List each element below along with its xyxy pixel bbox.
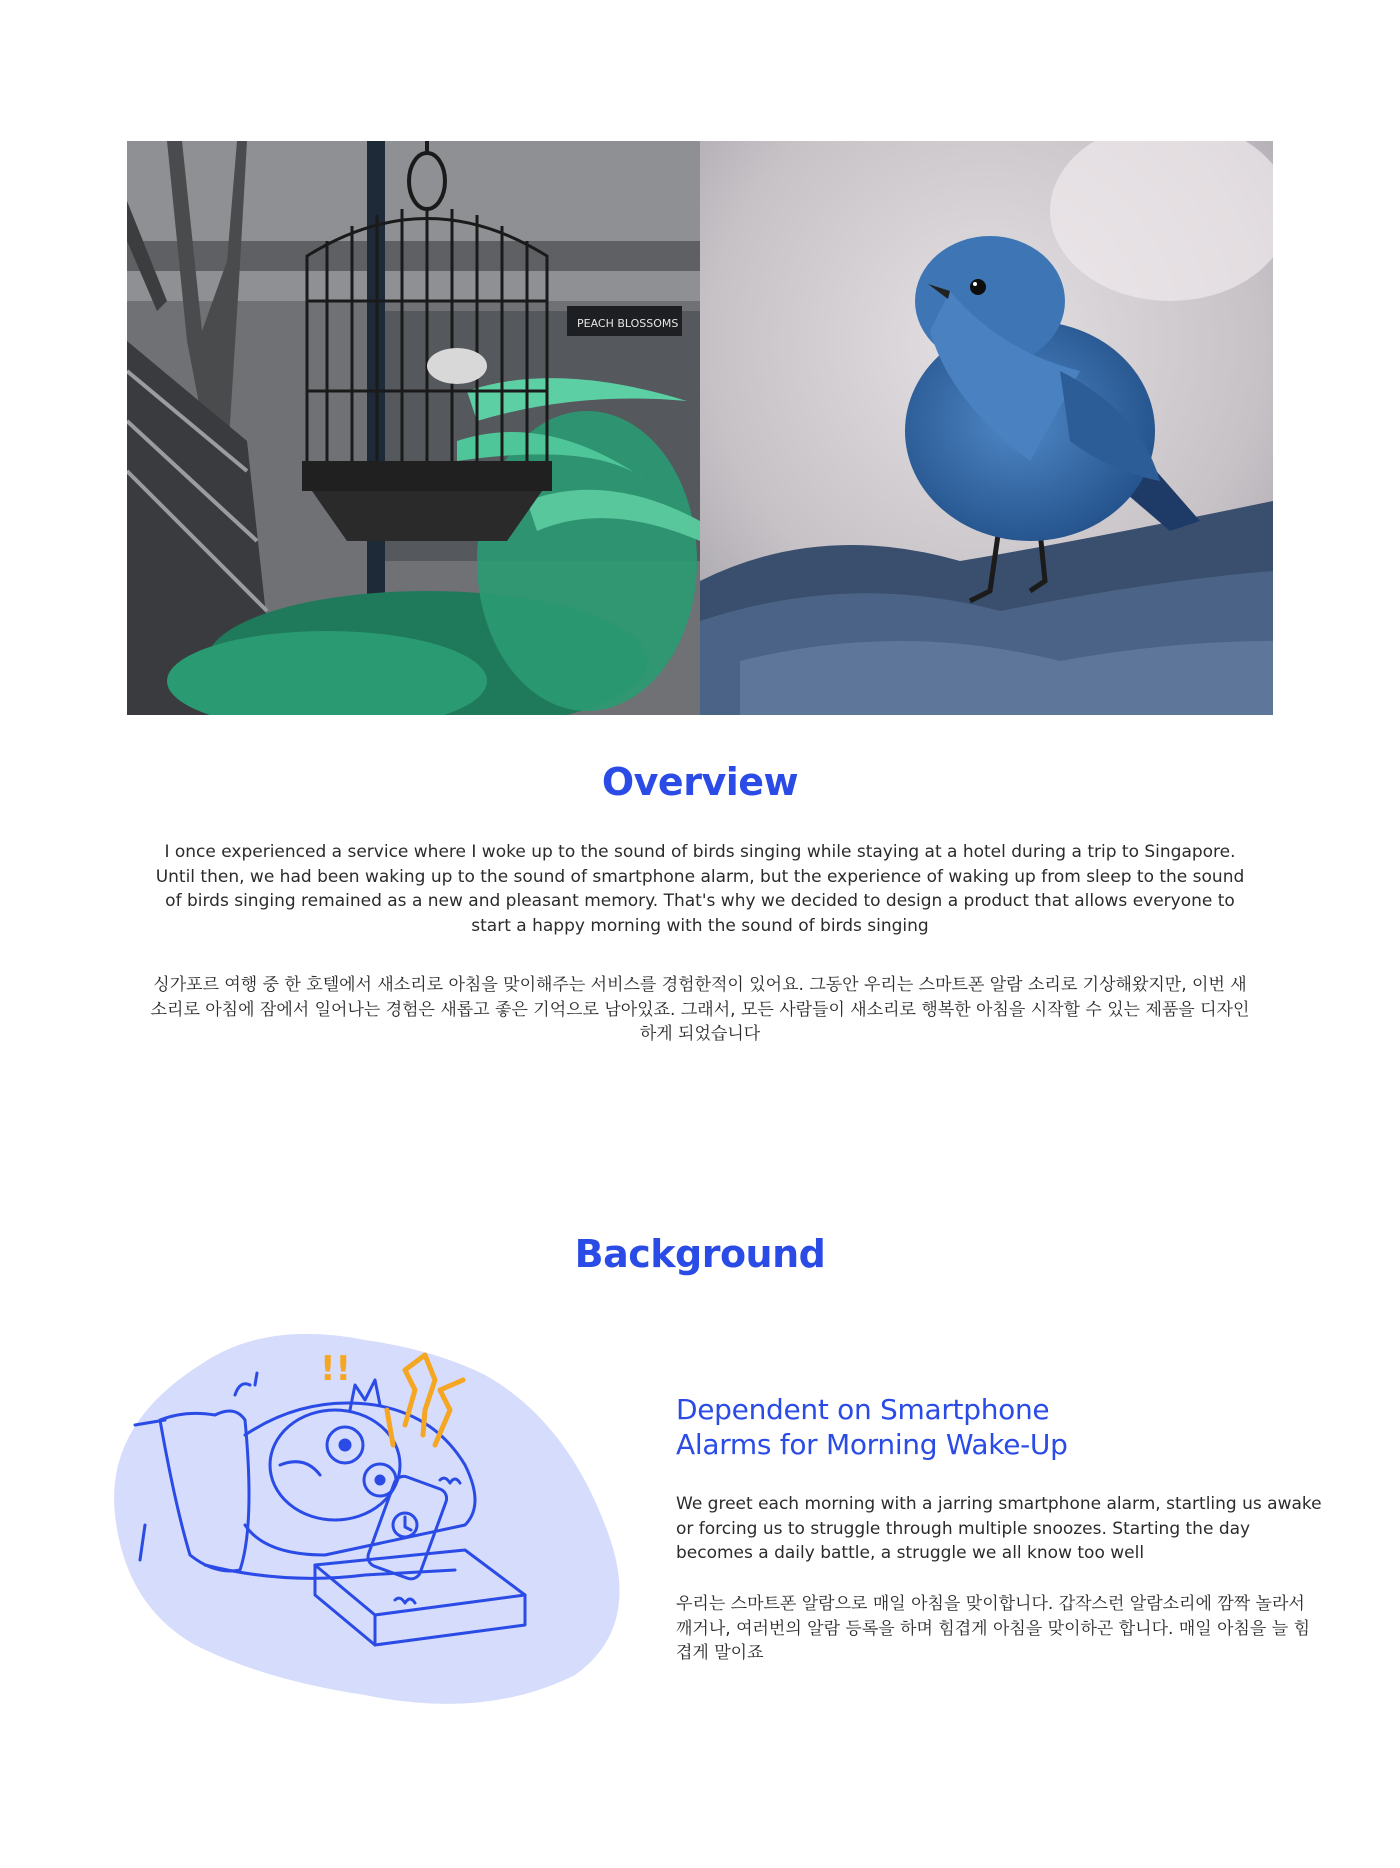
blue-bird-photo: [700, 141, 1273, 715]
overview-heading: Overview: [601, 760, 799, 804]
background-subtitle-line1: Dependent on Smartphone: [676, 1393, 1050, 1426]
background-subtitle: [676, 1392, 1216, 1462]
background-heading: Background: [574, 1232, 826, 1276]
sleeping-person-alarm-illustration: [105, 1325, 645, 1705]
overview-paragraph-ko: 싱가포르 여행 중 한 호텔에서 새소리로 아침을 맞이해주는 서비스를 경험한적이 있어요. 그동안 우리는 스마트폰 알람 소리로 기상해왔지만, 이번 새소리로 아침에 잠에서 일어나는 경험은 새롭고 좋은 기억으로 남아있죠. 그래서, 모든 사람들이 새소리로 행복한 아침을 시작할 수 있는 제품을 디자인하게 되었습니다: [150, 975, 1250, 1044]
overview-paragraph-en: I once experienced a service where I woke up to the sound of birds singing while staying at a hotel during a trip to Singapore. Until then, we had been waking up to the sound of smartphone alarm, but the experience of waking up from sleep to the sound of birds singing remained as a new and pleasant memory. That's why we decided to design a product that allows everyone to start a happy morning with the sound of birds singing: [155, 842, 1245, 936]
background-paragraph-en: We greet each morning with a jarring smartphone alarm, startling us awake or forcing us to struggle through multiple snoozes. Starting the day becomes a daily battle, a struggle we all know too well: [676, 1494, 1322, 1563]
birdcage-photo: [127, 141, 700, 715]
hero-photos: [127, 141, 1273, 715]
exclaim-marks: !!: [320, 1349, 352, 1389]
peach-blossoms-sign: PEACH BLOSSOMS: [577, 317, 679, 330]
background-subtitle-line2: Alarms for Morning Wake-Up: [676, 1428, 1068, 1461]
background-paragraph-ko: 우리는 스마트폰 알람으로 매일 아침을 맞이합니다. 갑작스런 알람소리에 깜짝 놀라서 깨거나, 여러번의 알람 등록을 하며 힘겹게 아침을 맞이하곤 합니다. 매일 아침을 늘 힘겹게 말이죠: [676, 1594, 1311, 1663]
